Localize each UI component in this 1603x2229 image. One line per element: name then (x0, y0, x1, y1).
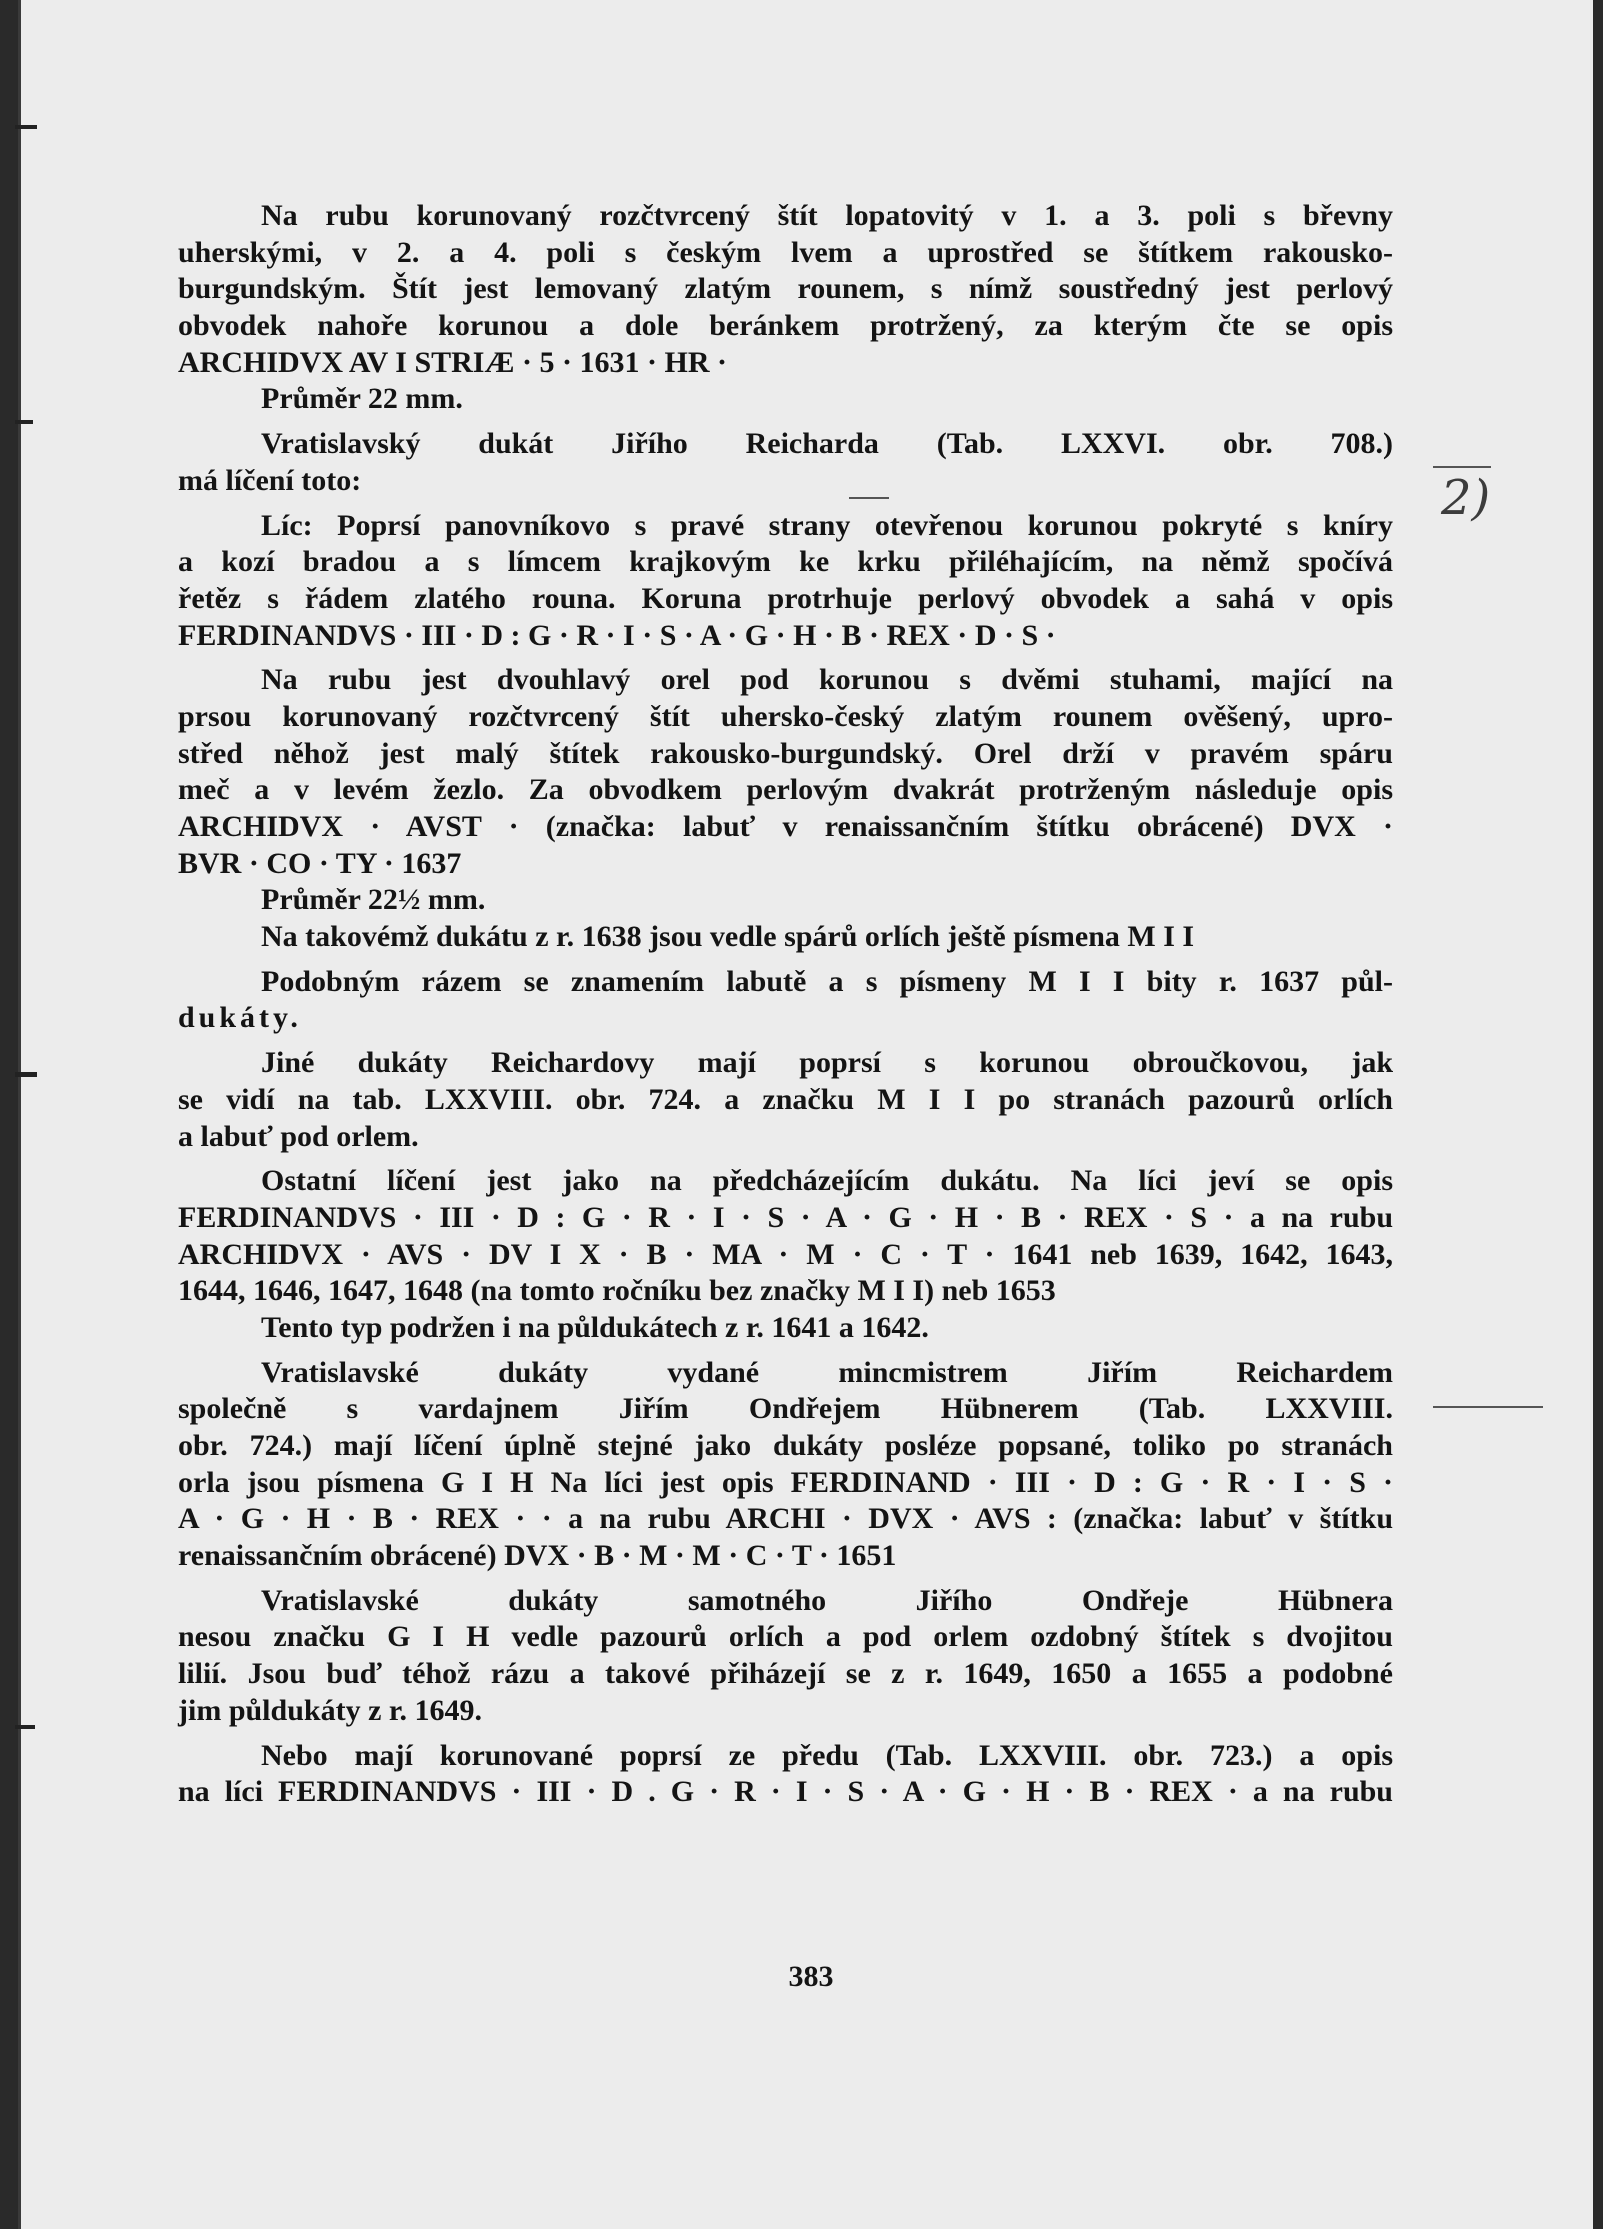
paragraph (178, 919, 1393, 956)
text-line: uherskými, v 2. a 4. poli s českým lvem a uprostřed se štítkem rakousko- (178, 235, 1393, 269)
text-line: FERDINANDVS · III · D : G · R · I · S · A · G · H · B · REX · D · S · (178, 618, 1056, 652)
text-line: má líčení toto: (178, 463, 362, 497)
text-line: jim půldukáty z r. 1649. (178, 1693, 482, 1727)
text-line: Vratislavský dukát Jiřího Reicharda (Tab. LXXVI. obr. 708.) (261, 427, 1393, 461)
margin-rule (1433, 1406, 1543, 1408)
text-line: a kozí bradou a s límcem krajkovým ke krku přiléhajícím, na němž spočívá (178, 545, 1393, 579)
paragraph (178, 964, 1393, 1037)
text-line: ARCHIDVX · AVST · (značka: labuť v renaissančním štítku obrácené) DVX · (178, 810, 1393, 843)
text-line: Na rubu jest dvouhlavý orel pod korunou s dvěmi stuhami, mající na (261, 663, 1393, 697)
text-line: a labuť pod orlem. (178, 1119, 419, 1153)
text-line: obr. 724.) mají líčení úplně stejné jako dukáty posléze popsané, toliko po stranách (178, 1429, 1393, 1462)
text-line: orla jsou písmena G I H Na líci jest opis FERDINAND · III · D : G · R · I · S · (178, 1465, 1393, 1499)
text-line: Líc: Poprsí panovníkovo s pravé strany otevřenou korunou pokryté s kníry (261, 508, 1393, 542)
text-line: prsou korunovaný rozčtvrcený štít uhersko-český zlatým rounem ověšený, upro- (178, 699, 1393, 733)
text-line: řetěz s řádem zlatého rouna. Koruna protrhuje perlový obvodek a sahá v opis (178, 581, 1393, 615)
paragraph (178, 882, 1393, 919)
paragraph (178, 508, 1393, 655)
text-line: ARCHIDVX AV I STRIÆ · 5 · 1631 · HR · (178, 345, 727, 379)
paragraph (178, 1163, 1393, 1310)
text-line: burgundským. Štít jest lemovaný zlatým rounem, s nímž soustředný jest perlový (178, 272, 1393, 306)
text-line: Ostatní líčení jest jako na předcházejícím dukátu. Na líci jeví se opis (261, 1164, 1393, 1198)
text-line: Podobným rázem se znamením labutě a s písmeny M I I bity r. 1637 půl- (261, 964, 1393, 998)
book-page (18, 0, 1593, 2229)
text-line: dukáty. (178, 1001, 302, 1035)
margin-rule (849, 497, 889, 499)
paragraph (178, 1045, 1393, 1155)
text-line: střed něhož jest malý štítek rakousko-burgundský. Orel drží v pravém spáru (178, 736, 1393, 770)
paragraph (178, 1583, 1393, 1730)
text-line: Jiné dukáty Reichardovy mají poprsí s korunou obroučkovou, jak (261, 1046, 1393, 1080)
paragraph (178, 426, 1393, 499)
binding-mark (15, 1072, 37, 1077)
text-line: BVR · CO · TY · 1637 (178, 846, 462, 880)
paragraph (178, 1310, 1393, 1347)
text-line: obvodek nahoře korunou a dole beránkem protržený, za kterým čte se opis (178, 309, 1393, 343)
body-text (178, 198, 1393, 1811)
text-line: nesou značku G I H vedle pazourů orlích a pod orlem ozdobný štítek s dvojitou (178, 1620, 1393, 1654)
text-line: meč a v levém žezlo. Za obvodkem perlovým dvakrát protrženým následuje opis (178, 773, 1393, 807)
binding-mark (15, 125, 37, 129)
margin-note: 2) (1441, 470, 1491, 526)
text-line: Na rubu korunovaný rozčtvrcený štít lopatovitý v 1. a 3. poli s břevny (261, 199, 1393, 232)
text-line: Vratislavské dukáty vydané mincmistrem Jiřím Reichardem (261, 1355, 1393, 1389)
text-line: společně s vardajnem Jiřím Ondřejem Hübnerem (Tab. LXXVIII. (178, 1392, 1393, 1426)
binding-mark (15, 420, 33, 424)
text-line: 1644, 1646, 1647, 1648 (na tomto ročníku bez značky M I I) neb 1653 (178, 1274, 1056, 1308)
text-line: Tento typ podržen i na půldukátech z r. 1641 a 1642. (261, 1310, 929, 1344)
paragraph (178, 662, 1393, 882)
text-line: Vratislavské dukáty samotného Jiřího Ondřeje Hübnera (261, 1583, 1393, 1617)
binding-mark (15, 1725, 35, 1729)
text-line: lilií. Jsou buď téhož rázu a takové přiházejí se z r. 1649, 1650 a 1655 a podobné (178, 1657, 1393, 1691)
text-line: Průměr 22 mm. (261, 382, 463, 416)
text-line: Na takovémž dukátu z r. 1638 jsou vedle spárů orlích ještě písmena M I I (261, 920, 1195, 954)
text-line: A · G · H · B · REX · · a na rubu ARCHI · DVX · AVS : (značka: labuť v štítku (178, 1502, 1393, 1536)
text-line: Průměr 22½ mm. (261, 883, 486, 917)
text-line: se vidí na tab. LXXVIII. obr. 724. a značku M I I po stranách pazourů orlích (178, 1082, 1393, 1116)
margin-rule (1433, 466, 1491, 468)
paragraph (178, 381, 1393, 418)
paragraph (178, 1355, 1393, 1575)
paragraph (178, 1738, 1393, 1811)
page-number: 383 (788, 1960, 834, 1993)
text-line: ARCHIDVX · AVS · DV I X · B · MA · M · C · T · 1641 neb 1639, 1642, 1643, (178, 1237, 1393, 1271)
text-line: Nebo mají korunované poprsí ze předu (Tab. LXXVIII. obr. 723.) a opis (261, 1738, 1393, 1772)
text-line: na líci FERDINANDVS · III · D . G · R · I · S · A · G · H · B · REX · a na rubu (178, 1775, 1393, 1809)
text-line: FERDINANDVS · III · D : G · R · I · S · A · G · H · B · REX · S · a na rubu (178, 1200, 1393, 1234)
text-line: renaissančním obrácené) DVX · B · M · M · C · T · 1651 (178, 1539, 897, 1573)
paragraph (178, 198, 1393, 381)
